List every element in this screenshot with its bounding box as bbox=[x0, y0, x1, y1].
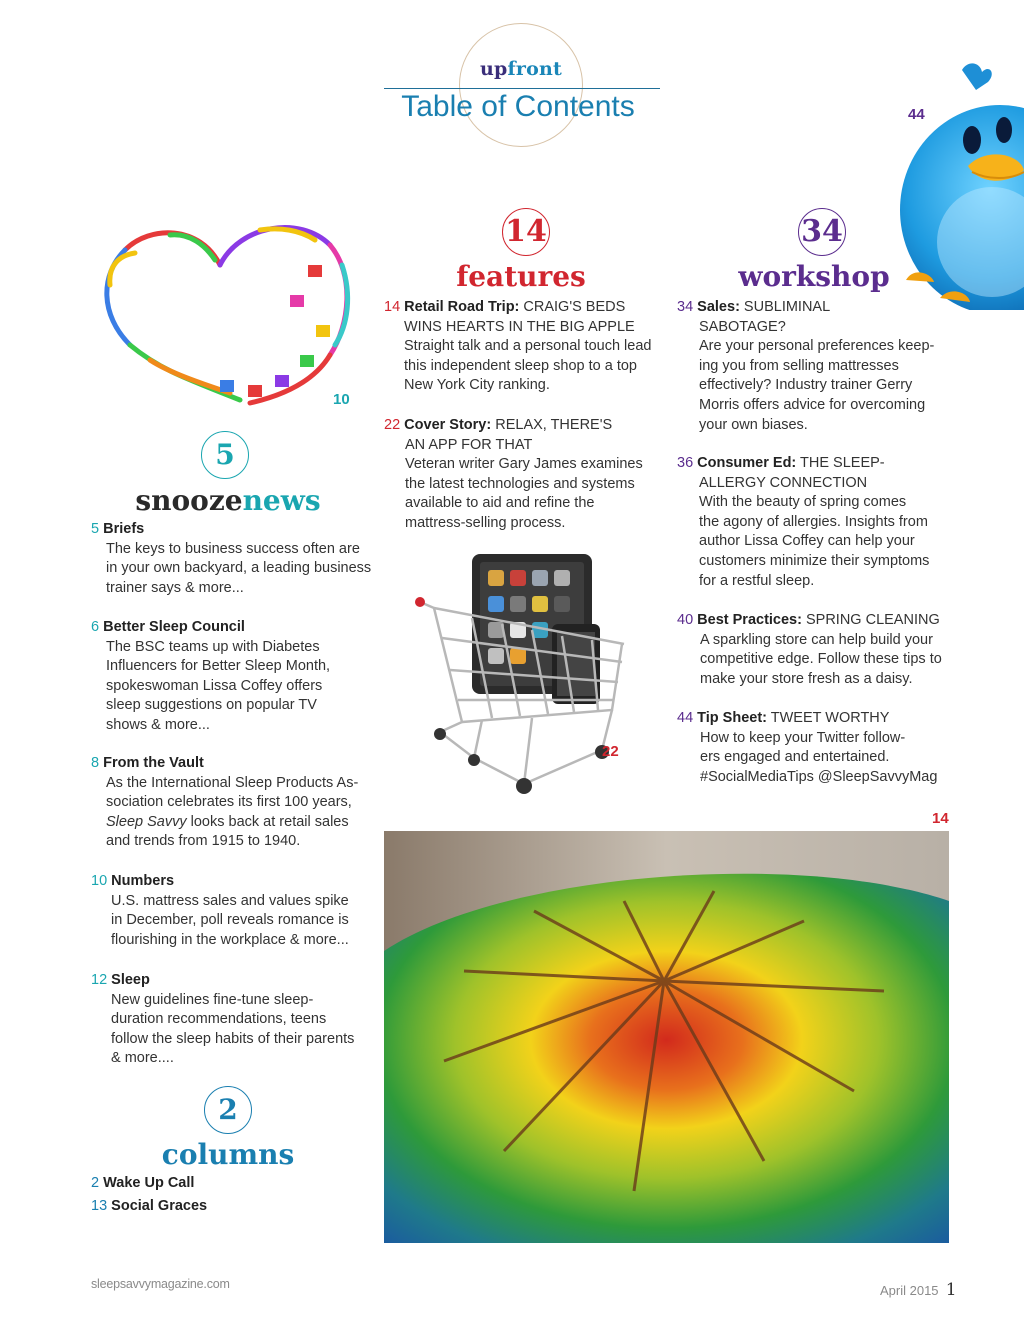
footer-issue: April 2015 1 bbox=[880, 1280, 957, 1300]
features-number-badge: 14 bbox=[502, 208, 550, 256]
page-title: Table of Contents bbox=[401, 90, 635, 123]
page-number: 1 bbox=[945, 1280, 957, 1300]
toc-entry-from-the-vault[interactable]: 8 From the Vault As the International Sleep Products As- sociation celebrates its first 100 years, Sleep Savvy looks back at retail sales and trends from 1915 to 1940. bbox=[91, 755, 359, 850]
cart-page-ref: 22 bbox=[602, 743, 619, 760]
toc-entry-wake-up-call[interactable]: 2 Wake Up Call bbox=[91, 1175, 195, 1191]
mattress-mosaic-photo bbox=[384, 831, 949, 1243]
header-circle bbox=[459, 23, 583, 147]
bird-page-ref: 44 bbox=[908, 106, 925, 123]
header-rule bbox=[384, 88, 660, 89]
toc-entry-consumer-ed[interactable]: 36 Consumer Ed: THE SLEEP- ALLERGY CONNECTION With the beauty of spring comes the agony of allergies. Insights from author Lissa Coffey can help your customers minimize their symptoms for a restful sleep. bbox=[677, 455, 930, 589]
workshop-title: workshop bbox=[738, 260, 890, 293]
shopping-cart-tablet-image bbox=[412, 552, 632, 802]
snoozenews-title: snoozenews bbox=[135, 484, 321, 517]
workshop-number-badge: 34 bbox=[798, 208, 846, 256]
columns-title: columns bbox=[161, 1138, 295, 1171]
toc-entry-retail-road-trip[interactable]: 14 Retail Road Trip: CRAIG'S BEDS WINS HEARTS IN THE BIG APPLE Straight talk and a personal touch lead this independent sleep shop to a top New York City ranking. bbox=[384, 299, 652, 394]
toc-entry-tip-sheet[interactable]: 44 Tip Sheet: TWEET WORTHY How to keep your Twitter follow- ers engaged and entertained. #SocialMediaTips @SleepSavvyMag bbox=[677, 710, 938, 785]
mattress-page-ref: 14 bbox=[932, 810, 949, 827]
toc-entry-numbers[interactable]: 10 Numbers U.S. mattress sales and values spike in December, poll reveals romance is flourishing in the workplace & more... bbox=[91, 873, 349, 948]
features-title: features bbox=[456, 260, 586, 293]
toc-entry-cover-story[interactable]: 22 Cover Story: RELAX, THERE'S AN APP FOR THAT Veteran writer Gary James examines the latest technologies and systems available to aid and refine the mattress-selling process. bbox=[384, 417, 643, 531]
header-kicker: upfront bbox=[480, 58, 562, 80]
toc-entry-sleep[interactable]: 12 Sleep New guidelines fine-tune sleep- duration recommendations, teens follow the sleep habits of their parents & more.... bbox=[91, 972, 355, 1067]
paperclip-heart-image bbox=[80, 205, 360, 415]
heart-page-ref: 10 bbox=[333, 391, 350, 408]
columns-number-badge: 2 bbox=[204, 1086, 252, 1134]
toc-entry-sales[interactable]: 34 Sales: SUBLIMINAL SABOTAGE? Are your personal preferences keep- ing you from selling mattresses effectively? Industry trainer Gerry Morris offers advice for overcoming your own biases. bbox=[677, 299, 935, 433]
toc-entry-best-practices[interactable]: 40 Best Practices: SPRING CLEANING A sparkling store can help build your competitive edge. Follow these tips to make your store fresh as a daisy. bbox=[677, 612, 942, 687]
toc-entry-briefs[interactable]: 5 Briefs The keys to business success often are in your own backyard, a leading business trainer says & more... bbox=[91, 521, 372, 596]
toc-entry-better-sleep-council[interactable]: 6 Better Sleep Council The BSC teams up with Diabetes Influencers for Better Sleep Month, spokeswoman Lissa Coffey offers sleep suggestions on popular TV shows & more... bbox=[91, 619, 331, 733]
footer-site-url[interactable]: sleepsavvymagazine.com bbox=[91, 1277, 230, 1291]
snoozenews-number-badge: 5 bbox=[201, 431, 249, 479]
toc-entry-social-graces[interactable]: 13 Social Graces bbox=[91, 1198, 208, 1214]
